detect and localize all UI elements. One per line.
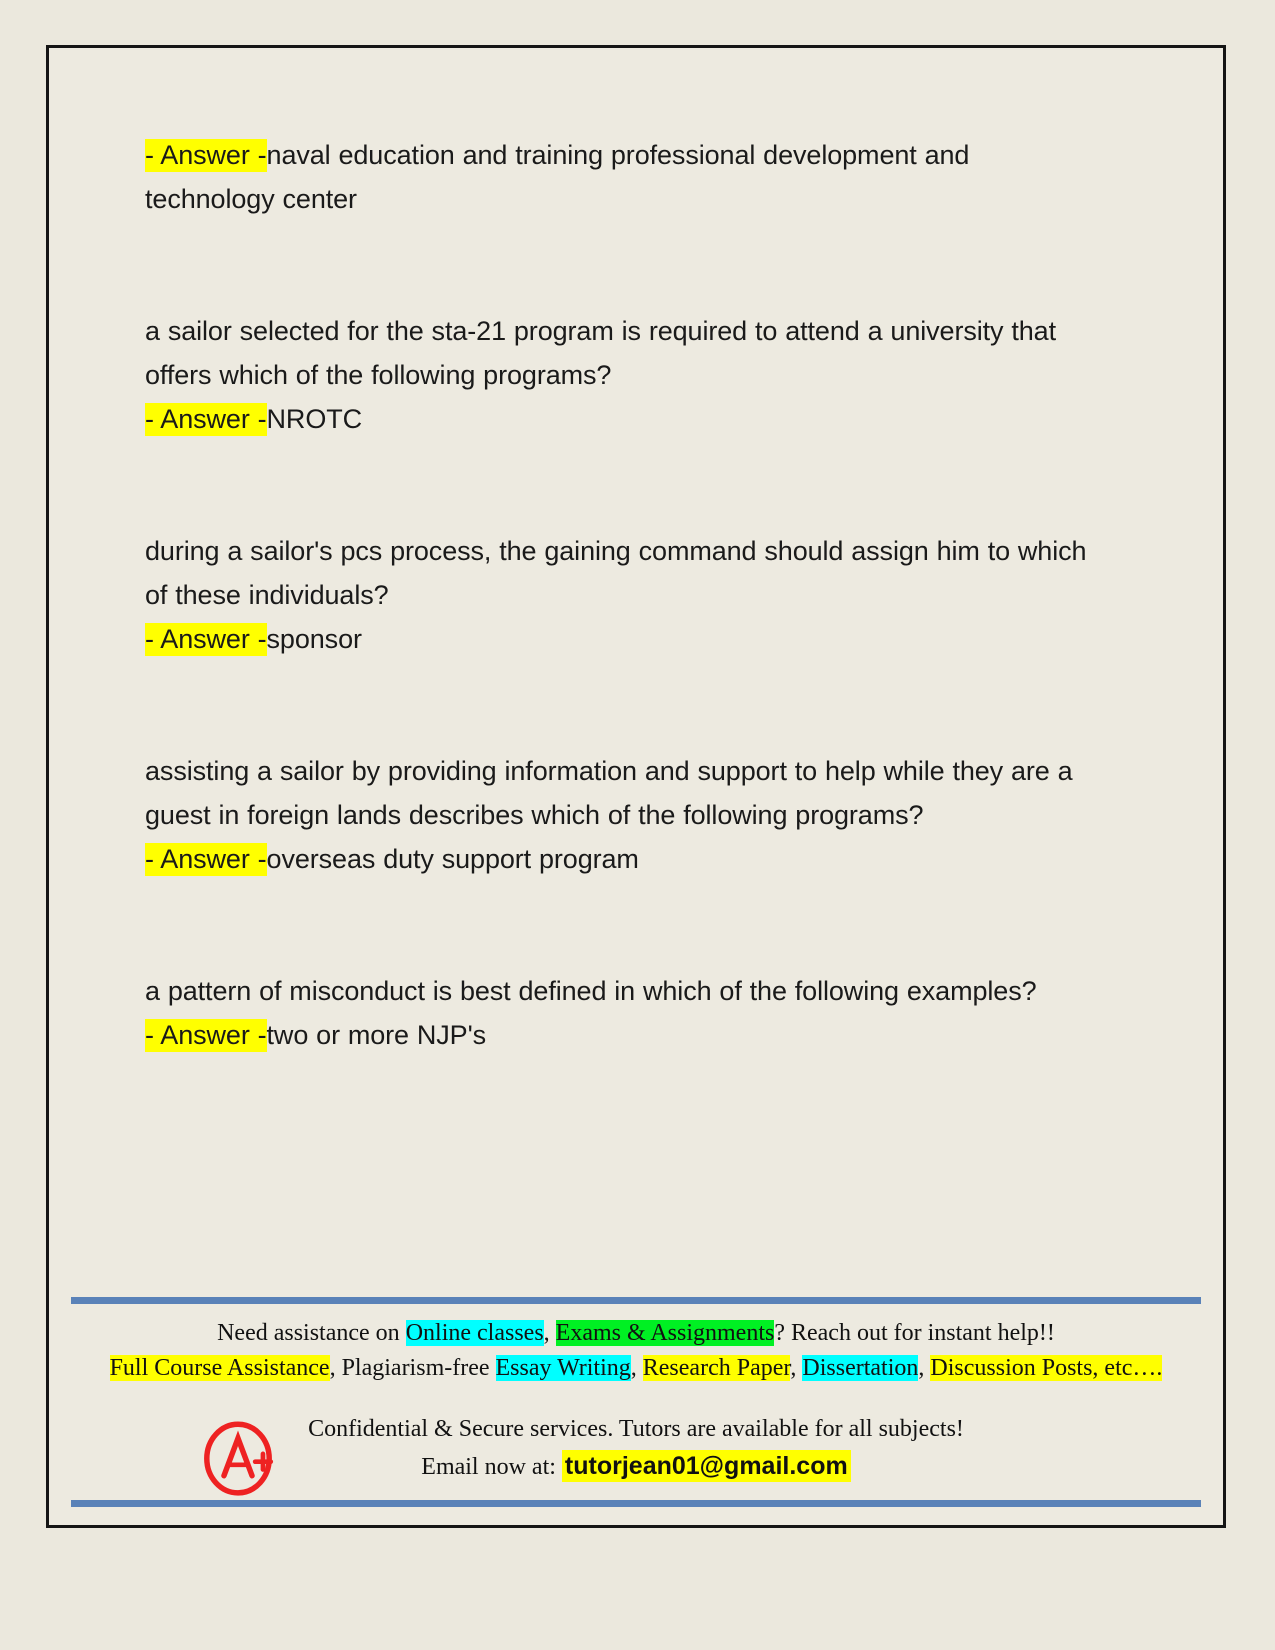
answer-label: - Answer - xyxy=(145,624,267,654)
question-text: during a sailor's pcs process, the gaining command should assign him to which of these individuals? xyxy=(145,536,1095,610)
question-text: a pattern of misconduct is best defined in which of the following examples? xyxy=(145,976,1037,1006)
answer-line xyxy=(145,617,1090,661)
footer-content xyxy=(71,1304,1201,1500)
qa-block xyxy=(145,133,1090,221)
footer-line1-part1: Need assistance on xyxy=(217,1320,406,1346)
footer-contact-block xyxy=(71,1412,1201,1486)
footer-divider-bottom xyxy=(71,1500,1201,1507)
footer-line-3: Confidential & Secure services. Tutors are available for all subjects! xyxy=(308,1416,964,1442)
qa-block xyxy=(145,749,1090,881)
footer-line2-sep2: , xyxy=(630,1355,643,1381)
answer-text: overseas duty support program xyxy=(266,844,639,874)
answer-text: sponsor xyxy=(266,624,362,654)
footer-line1-comma: , xyxy=(543,1320,556,1346)
essay-writing-highlight: Essay Writing xyxy=(495,1355,631,1381)
document-body xyxy=(145,133,1095,1057)
dissertation-highlight: Dissertation xyxy=(802,1355,919,1381)
qa-block xyxy=(145,969,1090,1057)
question-text: assisting a sailor by providing information and support to help while they are a guest in foreign lands describes which of the following programs? xyxy=(145,756,1081,830)
a-plus-logo-icon xyxy=(199,1418,277,1496)
footer-line-1 xyxy=(71,1316,1201,1351)
document-page xyxy=(46,45,1226,1528)
discussion-posts-highlight: Discussion Posts, etc…. xyxy=(930,1355,1163,1381)
answer-text: two or more NJP's xyxy=(266,1020,487,1050)
qa-block xyxy=(145,309,1090,441)
answer-line xyxy=(145,1013,1090,1057)
answer-line xyxy=(145,133,1090,221)
answer-line xyxy=(145,837,1090,881)
research-paper-highlight: Research Paper xyxy=(642,1355,791,1381)
block-spacer xyxy=(145,881,1090,969)
answer-label: - Answer - xyxy=(145,140,267,170)
answer-label: - Answer - xyxy=(145,404,267,434)
online-classes-highlight: Online classes xyxy=(405,1320,544,1346)
question-text: a sailor selected for the sta-21 program is required to attend a university that offers which of the following programs? xyxy=(145,316,1064,390)
block-spacer xyxy=(145,441,1090,529)
footer-line-2 xyxy=(71,1351,1201,1386)
exams-assignments-highlight: Exams & Assignments xyxy=(555,1320,775,1346)
footer-line2-sep3: , xyxy=(790,1355,803,1381)
answer-label: - Answer - xyxy=(145,1020,267,1050)
block-spacer xyxy=(145,221,1090,309)
answer-text: naval education and training professional development and technology center xyxy=(145,140,978,214)
email-prefix-label: Email now at: xyxy=(421,1454,562,1480)
email-address[interactable]: tutorjean01@gmail.com xyxy=(562,1450,851,1482)
footer-line2-sep4: , xyxy=(918,1355,931,1381)
footer-line1-part2: ? Reach out for instant help!! xyxy=(774,1320,1055,1346)
full-course-highlight: Full Course Assistance xyxy=(109,1355,330,1381)
block-spacer xyxy=(145,661,1090,749)
answer-label: - Answer - xyxy=(145,844,267,874)
answer-text: NROTC xyxy=(266,404,363,434)
qa-block xyxy=(145,529,1095,661)
footer-line2-sep1: , Plagiarism-free xyxy=(329,1355,496,1381)
promo-footer xyxy=(71,1297,1201,1507)
footer-divider-top xyxy=(71,1297,1201,1304)
answer-line xyxy=(145,397,1090,441)
